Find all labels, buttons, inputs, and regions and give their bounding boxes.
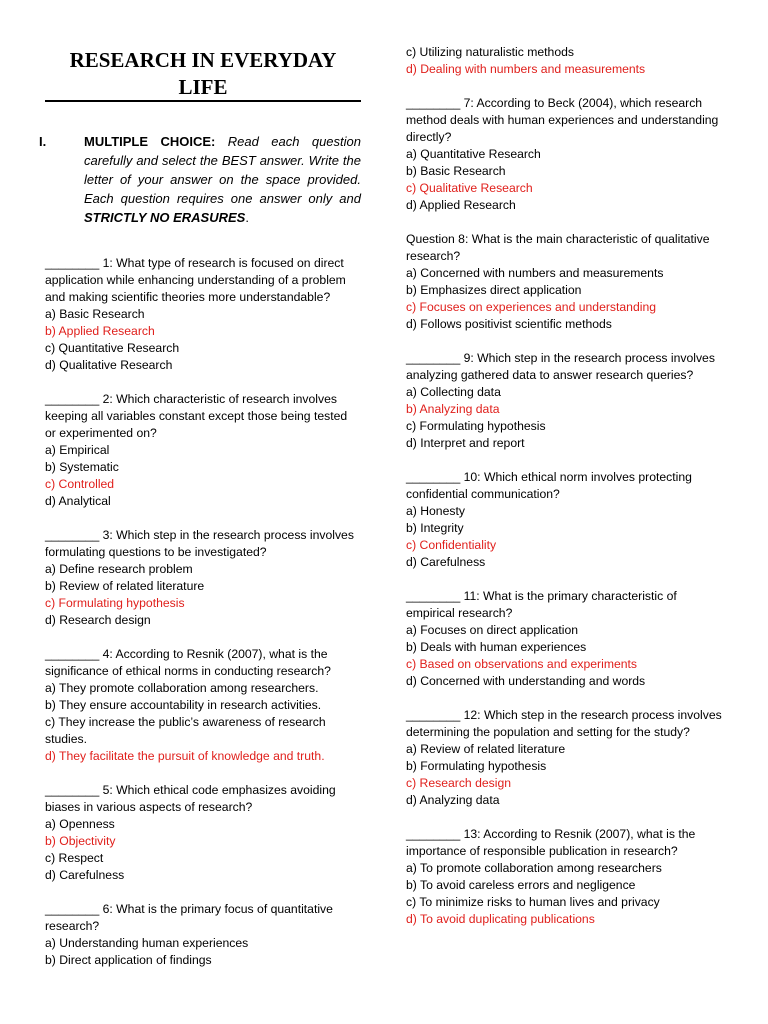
option-d: d) Qualitative Research [45, 358, 173, 372]
option-b-answer: b) Analyzing data [406, 402, 500, 416]
option-c-answer: c) Confidentiality [406, 538, 497, 552]
question-stem: ________ 10: Which ethical norm involves protecting confidential communication? [406, 470, 692, 501]
option-a: a) Empirical [45, 443, 110, 457]
option-d: d) Analyzing data [406, 793, 500, 807]
option-d: d) Interpret and report [406, 436, 525, 450]
option-a: a) Concerned with numbers and measurements [406, 266, 664, 280]
section-instructions [39, 132, 361, 227]
question-13 [406, 826, 728, 928]
option-b: b) Basic Research [406, 164, 506, 178]
option-b-answer: b) Applied Research [45, 324, 155, 338]
option-c-answer: c) Formulating hypothesis [45, 596, 185, 610]
option-d-answer: d) Dealing with numbers and measurements [406, 62, 646, 76]
option-c-answer: c) Research design [406, 776, 511, 790]
option-d-answer: d) They facilitate the pursuit of knowledge and truth. [45, 749, 325, 763]
question-stem: ________ 6: What is the primary focus of quantitative research? [45, 902, 333, 933]
option-c: c) Quantitative Research [45, 341, 180, 355]
right-question-column [406, 44, 728, 945]
option-d: d) Concerned with understanding and words [406, 674, 646, 688]
option-b: b) They ensure accountability in research activities. [45, 698, 322, 712]
option-a: a) Understanding human experiences [45, 936, 249, 950]
option-b: b) Review of related literature [45, 579, 205, 593]
option-a: a) Openness [45, 817, 115, 831]
option-c-answer: c) Qualitative Research [406, 181, 533, 195]
question-1 [45, 255, 361, 374]
question-stem: ________ 13: According to Resnik (2007), what is the importance of responsible publication in research? [406, 827, 696, 858]
option-a: a) They promote collaboration among researchers. [45, 681, 319, 695]
option-d: d) Follows positivist scientific methods [406, 317, 612, 331]
option-b: b) Deals with human experiences [406, 640, 587, 654]
option-b: b) Formulating hypothesis [406, 759, 547, 773]
option-a: a) Quantitative Research [406, 147, 541, 161]
option-d: d) Analytical [45, 494, 111, 508]
option-a: a) Basic Research [45, 307, 145, 321]
question-stem: ________ 1: What type of research is focused on direct application while enhancing understanding of a problem and making scientific theories more understandable? [45, 256, 346, 304]
question-stem: ________ 12: Which step in the research process involves determining the population and setting for the study? [406, 708, 722, 739]
question-6-continued [406, 44, 728, 78]
title-underline [45, 100, 361, 102]
option-c: c) To minimize risks to human lives and privacy [406, 895, 660, 909]
option-b: b) Integrity [406, 521, 464, 535]
question-9 [406, 350, 728, 452]
question-stem: ________ 9: Which step in the research process involves analyzing gathered data to answer research queries? [406, 351, 715, 382]
option-a: a) Honesty [406, 504, 465, 518]
option-a: a) Review of related literature [406, 742, 566, 756]
question-stem: ________ 4: According to Resnik (2007), what is the significance of ethical norms in conducting research? [45, 647, 331, 678]
left-question-column [45, 255, 361, 986]
question-4 [45, 646, 361, 765]
option-b: b) Direct application of findings [45, 953, 212, 967]
instructions-emphasis: STRICTLY NO ERASURES [84, 210, 246, 225]
question-10 [406, 469, 728, 571]
question-11 [406, 588, 728, 690]
section-number: I. [39, 134, 47, 149]
option-c-answer: c) Controlled [45, 477, 115, 491]
question-8 [406, 231, 728, 333]
question-12 [406, 707, 728, 809]
question-3 [45, 527, 361, 629]
question-6 [45, 901, 361, 969]
option-a: a) Focuses on direct application [406, 623, 579, 637]
question-stem: ________ 5: Which ethical code emphasizes avoiding biases in various aspects of research? [45, 783, 336, 814]
question-stem: ________ 3: Which step in the research process involves formulating questions to be investigated? [45, 528, 354, 559]
option-b: b) Emphasizes direct application [406, 283, 582, 297]
page-title: RESEARCH IN EVERYDAY LIFE [69, 48, 337, 99]
option-d-answer: d) To avoid duplicating publications [406, 912, 595, 926]
option-d: d) Applied Research [406, 198, 516, 212]
option-a: a) Collecting data [406, 385, 501, 399]
option-d: d) Research design [45, 613, 151, 627]
section-heading: MULTIPLE CHOICE: [84, 134, 216, 149]
question-7 [406, 95, 728, 214]
option-b-answer: b) Objectivity [45, 834, 116, 848]
option-c-answer: c) Focuses on experiences and understanding [406, 300, 656, 314]
question-5 [45, 782, 361, 884]
instructions-body: Read each question carefully and select the BEST answer. Write the letter of your answer on the space provided. Each question requires one answer only and [84, 134, 361, 206]
option-b: b) Systematic [45, 460, 119, 474]
option-b: b) To avoid careless errors and negligence [406, 878, 636, 892]
question-stem: ________ 7: According to Beck (2004), which research method deals with human experiences and understanding directly? [406, 96, 719, 144]
option-c: c) Utilizing naturalistic methods [406, 45, 574, 59]
option-c: c) Respect [45, 851, 104, 865]
option-d: d) Carefulness [406, 555, 486, 569]
question-stem: ________ 2: Which characteristic of research involves keeping all variables constant except those being tested or experimented on? [45, 392, 348, 440]
option-a: a) To promote collaboration among researchers [406, 861, 662, 875]
option-d: d) Carefulness [45, 868, 125, 882]
question-2 [45, 391, 361, 510]
question-stem: ________ 11: What is the primary characteristic of empirical research? [406, 589, 677, 620]
question-stem: Question 8: What is the main characteristic of qualitative research? [406, 232, 710, 263]
instructions-text: MULTIPLE CHOICE: Read each question carefully and select the BEST answer. Write the letter of your answer on the space provided. Each question requires one answer only and STRICTLY NO ERASURES. [84, 134, 361, 225]
option-c-answer: c) Based on observations and experiments [406, 657, 638, 671]
option-c: c) Formulating hypothesis [406, 419, 546, 433]
option-a: a) Define research problem [45, 562, 193, 576]
option-c: c) They increase the public’s awareness of research studies. [45, 715, 326, 746]
